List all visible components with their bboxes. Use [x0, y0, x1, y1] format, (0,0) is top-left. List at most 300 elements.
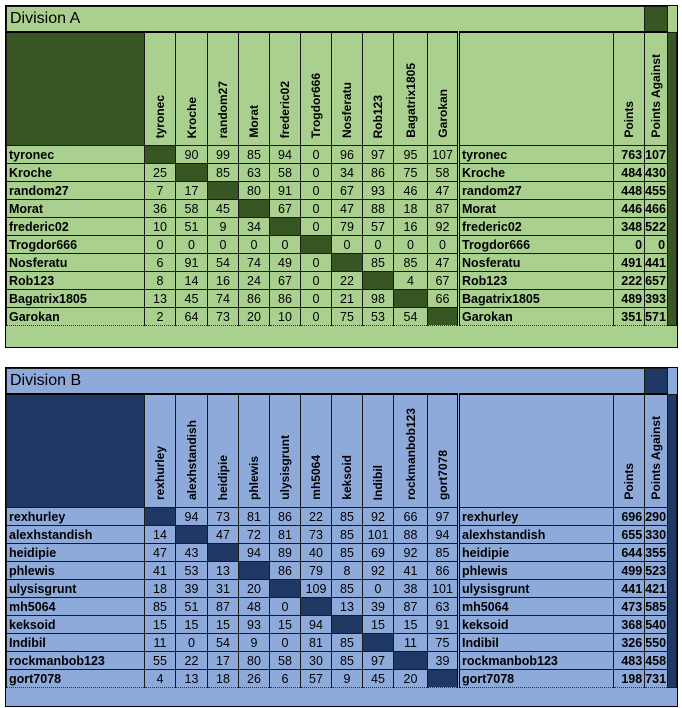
score-cell: 94	[428, 526, 459, 544]
score-cell: 47	[145, 544, 176, 562]
score-cell: 88	[394, 526, 428, 544]
column-header-label: Kroche	[184, 96, 199, 138]
score-cell: 18	[145, 580, 176, 598]
table-row	[7, 200, 677, 218]
separator-column	[668, 394, 677, 688]
score-cell: 39	[428, 652, 459, 670]
score-cell: 92	[428, 218, 459, 236]
score-cell: 22	[301, 508, 332, 526]
score-cell: 8	[145, 272, 176, 290]
score-cell: 79	[332, 218, 363, 236]
points-against-cell: 290	[645, 509, 667, 524]
diagonal-cell	[332, 616, 363, 634]
score-cell: 85	[363, 254, 394, 272]
score-cell: 48	[239, 598, 270, 616]
column-header-label: frederic02	[278, 80, 292, 138]
name-column-header	[459, 394, 614, 508]
row-player-name: random27	[7, 182, 145, 200]
row-player-name-repeat: keksoid	[459, 616, 614, 634]
score-cell: 0	[301, 254, 332, 272]
points-against-cell: 330	[645, 527, 667, 542]
score-cell: 74	[208, 290, 239, 308]
row-player-name: gort7078	[7, 670, 145, 688]
row-player-name-repeat: Nosferatu	[459, 254, 614, 272]
table-row	[7, 308, 677, 326]
column-header	[428, 394, 459, 508]
table-row	[7, 218, 677, 236]
score-cell: 51	[176, 218, 208, 236]
points-cell: 348	[614, 218, 645, 236]
column-header-label: Rob123	[371, 94, 385, 138]
score-cell: 73	[301, 526, 332, 544]
diagonal-cell	[394, 652, 428, 670]
score-cell: 79	[301, 562, 332, 580]
table-row	[7, 508, 677, 526]
score-cell: 88	[363, 200, 394, 218]
score-cell: 99	[208, 146, 239, 164]
division-a-table	[5, 5, 678, 348]
column-header	[239, 32, 270, 146]
diagonal-cell	[332, 254, 363, 272]
score-cell: 101	[363, 526, 394, 544]
score-cell: 0	[270, 236, 301, 254]
column-header-label: keksoid	[340, 455, 354, 500]
score-cell: 85	[332, 508, 363, 526]
points-against-cell: 731	[645, 671, 667, 686]
row-player-name: Trogdor666	[7, 236, 145, 254]
score-cell: 47	[428, 182, 459, 200]
diagonal-cell	[176, 526, 208, 544]
score-cell: 0	[301, 182, 332, 200]
score-cell: 64	[176, 308, 208, 326]
diagonal-cell	[145, 508, 176, 526]
score-cell: 87	[394, 598, 428, 616]
score-cell: 9	[239, 634, 270, 652]
score-cell: 91	[176, 254, 208, 272]
score-cell: 30	[301, 652, 332, 670]
score-cell: 20	[239, 580, 270, 598]
separator-column	[645, 369, 668, 395]
points-against-header	[645, 394, 668, 508]
column-header-label: rexhurley	[153, 445, 167, 500]
column-header-label: gort7078	[435, 449, 450, 500]
points-cell: 489	[614, 290, 645, 308]
score-cell: 13	[208, 562, 239, 580]
row-player-name-repeat: Rob123	[459, 272, 614, 290]
table-row	[7, 634, 677, 652]
score-cell: 40	[301, 544, 332, 562]
score-cell: 22	[332, 272, 363, 290]
score-cell: 16	[394, 218, 428, 236]
score-cell: 73	[208, 508, 239, 526]
score-cell: 45	[176, 290, 208, 308]
column-header	[270, 394, 301, 508]
points-against-cell: 550	[645, 635, 667, 650]
score-cell: 0	[176, 634, 208, 652]
column-header	[394, 32, 428, 146]
points-against-cell: 657	[645, 273, 666, 288]
separator-column	[668, 32, 677, 326]
score-cell: 72	[239, 526, 270, 544]
row-player-name-repeat: heidipie	[459, 544, 614, 562]
score-cell: 45	[208, 200, 239, 218]
score-cell: 67	[270, 272, 301, 290]
score-cell: 54	[208, 254, 239, 272]
column-header	[145, 394, 176, 508]
score-cell: 51	[176, 598, 208, 616]
column-header	[428, 32, 459, 146]
points-cell: 198	[614, 670, 645, 688]
score-cell: 0	[301, 164, 332, 182]
row-player-name-repeat: rockmanbob123	[459, 652, 614, 670]
score-cell: 14	[176, 272, 208, 290]
column-header-label: tyronec	[153, 94, 167, 138]
score-cell: 13	[176, 670, 208, 688]
diagonal-cell	[208, 182, 239, 200]
row-player-name: Morat	[7, 200, 145, 218]
score-cell: 87	[428, 200, 459, 218]
points-cell: 448	[614, 182, 645, 200]
score-cell: 4	[145, 670, 176, 688]
score-cell: 80	[239, 182, 270, 200]
score-cell: 9	[208, 218, 239, 236]
column-header-label: Bagatrix1805	[403, 63, 418, 138]
column-header	[176, 32, 208, 146]
score-cell: 36	[145, 200, 176, 218]
row-player-name: tyronec	[7, 146, 145, 164]
score-cell: 93	[239, 616, 270, 634]
score-cell: 11	[394, 634, 428, 652]
score-cell: 85	[332, 580, 363, 598]
points-against-header	[645, 32, 668, 146]
score-cell: 18	[208, 670, 239, 688]
score-cell: 85	[428, 544, 459, 562]
diagonal-cell	[428, 670, 459, 688]
column-header-label: random27	[216, 80, 230, 138]
points-header	[614, 394, 645, 508]
separator-column	[645, 7, 668, 33]
score-cell: 63	[428, 598, 459, 616]
division-title: Division A	[7, 7, 645, 33]
score-cell: 24	[239, 272, 270, 290]
score-cell: 6	[145, 254, 176, 272]
score-cell: 7	[145, 182, 176, 200]
score-cell: 97	[428, 508, 459, 526]
score-cell: 45	[363, 670, 394, 688]
score-cell: 85	[394, 254, 428, 272]
table-row	[7, 598, 677, 616]
points-cell: 499	[614, 562, 645, 580]
score-cell: 53	[176, 562, 208, 580]
score-cell: 47	[332, 200, 363, 218]
score-cell: 87	[208, 598, 239, 616]
score-cell: 58	[270, 652, 301, 670]
table-row	[7, 182, 677, 200]
column-header-label: rockmanbob123	[403, 407, 418, 500]
column-header-label: Garokan	[435, 89, 450, 138]
score-cell: 0	[270, 634, 301, 652]
table-row	[7, 272, 677, 290]
score-cell: 0	[208, 236, 239, 254]
score-cell: 4	[394, 272, 428, 290]
score-cell: 66	[394, 508, 428, 526]
row-player-name-repeat: alexhstandish	[459, 526, 614, 544]
column-header-label: Indibil	[371, 464, 385, 500]
corner-cell	[7, 394, 145, 508]
score-cell: 22	[176, 652, 208, 670]
score-cell: 81	[301, 634, 332, 652]
score-cell: 15	[270, 616, 301, 634]
division-b-table	[5, 367, 678, 707]
score-cell: 69	[363, 544, 394, 562]
row-player-name: Rob123	[7, 272, 145, 290]
division-title: Division B	[7, 369, 645, 395]
score-cell: 67	[428, 272, 459, 290]
score-cell: 15	[145, 616, 176, 634]
row-player-name-repeat: Bagatrix1805	[459, 290, 614, 308]
points-against-cell: 421	[645, 581, 667, 596]
column-header	[239, 394, 270, 508]
score-cell: 0	[394, 236, 428, 254]
points-against-cell: 393	[645, 291, 666, 306]
table-row	[7, 526, 677, 544]
score-cell: 0	[301, 218, 332, 236]
score-cell: 75	[428, 634, 459, 652]
row-player-name-repeat: Kroche	[459, 164, 614, 182]
score-cell: 57	[363, 218, 394, 236]
score-cell: 74	[239, 254, 270, 272]
score-cell: 0	[301, 308, 332, 326]
score-cell: 92	[394, 544, 428, 562]
score-cell: 90	[176, 146, 208, 164]
score-cell: 13	[145, 290, 176, 308]
diagonal-cell	[363, 634, 394, 652]
points-cell: 222	[614, 272, 645, 290]
points-cell: 696	[614, 508, 645, 526]
score-cell: 86	[270, 562, 301, 580]
score-cell: 8	[332, 562, 363, 580]
table-row	[7, 236, 677, 254]
score-cell: 54	[208, 634, 239, 652]
table-row	[7, 652, 677, 670]
score-cell: 0	[363, 236, 394, 254]
column-header	[270, 32, 301, 146]
score-cell: 91	[428, 616, 459, 634]
score-cell: 95	[394, 146, 428, 164]
score-cell: 94	[176, 508, 208, 526]
column-header	[176, 394, 208, 508]
row-player-name: Bagatrix1805	[7, 290, 145, 308]
points-cell: 368	[614, 616, 645, 634]
score-cell: 14	[145, 526, 176, 544]
score-cell: 81	[270, 526, 301, 544]
score-cell: 86	[428, 562, 459, 580]
column-header-label: mh5064	[309, 455, 323, 500]
score-cell: 38	[394, 580, 428, 598]
row-player-name-repeat: gort7078	[459, 670, 614, 688]
table-row	[7, 544, 677, 562]
score-cell: 9	[332, 670, 363, 688]
score-cell: 94	[270, 146, 301, 164]
column-header-label: alexhstandish	[184, 419, 199, 500]
points-against-cell: 441	[645, 255, 666, 270]
points-against-cell: 458	[645, 653, 667, 668]
score-cell: 98	[363, 290, 394, 308]
score-cell: 10	[270, 308, 301, 326]
score-cell: 2	[145, 308, 176, 326]
column-header-label: ulysisgrunt	[278, 435, 292, 500]
row-player-name-repeat: Trogdor666	[459, 236, 614, 254]
diagonal-cell	[301, 236, 332, 254]
score-cell: 85	[208, 164, 239, 182]
score-cell: 15	[394, 616, 428, 634]
row-player-name: phlewis	[7, 562, 145, 580]
column-header	[394, 394, 428, 508]
points-cell: 763	[614, 146, 645, 164]
score-cell: 34	[239, 218, 270, 236]
points-against-cell: 540	[645, 617, 667, 632]
row-player-name: frederic02	[7, 218, 145, 236]
points-cell: 484	[614, 164, 645, 182]
score-cell: 6	[270, 670, 301, 688]
diagonal-cell	[428, 308, 459, 326]
score-cell: 93	[363, 182, 394, 200]
row-player-name-repeat: tyronec	[459, 146, 614, 164]
column-header-label: Nosferatu	[340, 81, 354, 138]
points-cell: 0	[614, 236, 645, 254]
score-cell: 58	[270, 164, 301, 182]
score-cell: 85	[332, 544, 363, 562]
name-column-header	[459, 32, 614, 146]
score-cell: 86	[270, 508, 301, 526]
score-cell: 13	[332, 598, 363, 616]
score-cell: 92	[363, 508, 394, 526]
row-player-name: alexhstandish	[7, 526, 145, 544]
score-cell: 39	[363, 598, 394, 616]
column-header-label: Morat	[247, 105, 261, 138]
score-cell: 57	[301, 670, 332, 688]
row-player-name-repeat: Morat	[459, 200, 614, 218]
column-header	[363, 394, 394, 508]
diagonal-cell	[208, 544, 239, 562]
score-cell: 86	[270, 290, 301, 308]
score-cell: 97	[363, 146, 394, 164]
score-cell: 89	[270, 544, 301, 562]
score-cell: 101	[428, 580, 459, 598]
score-cell: 86	[239, 290, 270, 308]
table-row	[7, 290, 677, 308]
score-cell: 0	[301, 146, 332, 164]
points-cell: 351	[614, 308, 645, 326]
row-player-name: keksoid	[7, 616, 145, 634]
row-player-name: Garokan	[7, 308, 145, 326]
score-cell: 67	[332, 182, 363, 200]
diagonal-cell	[239, 200, 270, 218]
score-cell: 63	[239, 164, 270, 182]
column-header	[332, 394, 363, 508]
points-cell: 655	[614, 526, 645, 544]
score-cell: 16	[208, 272, 239, 290]
score-cell: 49	[270, 254, 301, 272]
score-cell: 41	[394, 562, 428, 580]
score-cell: 85	[239, 146, 270, 164]
score-cell: 92	[363, 562, 394, 580]
points-against-cell: 430	[645, 165, 666, 180]
points-cell: 326	[614, 634, 645, 652]
column-header	[208, 394, 239, 508]
row-player-name-repeat: phlewis	[459, 562, 614, 580]
points-cell: 644	[614, 544, 645, 562]
diagonal-cell	[176, 164, 208, 182]
points-cell: 441	[614, 580, 645, 598]
score-cell: 41	[145, 562, 176, 580]
score-cell: 85	[332, 526, 363, 544]
score-cell: 55	[145, 652, 176, 670]
score-cell: 86	[363, 164, 394, 182]
row-player-name-repeat: random27	[459, 182, 614, 200]
points-against-cell: 571	[645, 309, 666, 324]
column-header	[332, 32, 363, 146]
score-cell: 73	[208, 308, 239, 326]
score-cell: 10	[145, 218, 176, 236]
score-cell: 17	[176, 182, 208, 200]
points-against-cell: 523	[645, 563, 667, 578]
points-against-cell: 455	[645, 183, 666, 198]
points-header-label: Points	[622, 101, 637, 138]
score-cell: 31	[208, 580, 239, 598]
points-against-cell: 585	[645, 599, 667, 614]
row-player-name-repeat: ulysisgrunt	[459, 580, 614, 598]
score-cell: 26	[239, 670, 270, 688]
score-cell: 47	[428, 254, 459, 272]
score-cell: 0	[176, 236, 208, 254]
points-header	[614, 32, 645, 146]
row-player-name: ulysisgrunt	[7, 580, 145, 598]
score-cell: 0	[363, 580, 394, 598]
column-header	[145, 32, 176, 146]
diagonal-cell	[270, 580, 301, 598]
column-header	[363, 32, 394, 146]
score-cell: 58	[176, 200, 208, 218]
score-cell: 15	[208, 616, 239, 634]
score-cell: 91	[270, 182, 301, 200]
table-row	[7, 254, 677, 272]
score-cell: 94	[301, 616, 332, 634]
row-player-name: Kroche	[7, 164, 145, 182]
table-row	[7, 146, 677, 164]
score-cell: 109	[301, 580, 332, 598]
row-player-name-repeat: Indibil	[459, 634, 614, 652]
diagonal-cell	[394, 290, 428, 308]
points-against-header-label: Points Against	[649, 416, 664, 500]
score-cell: 17	[208, 652, 239, 670]
points-against-cell: 466	[645, 201, 666, 216]
score-cell: 0	[270, 598, 301, 616]
points-against-header-label: Points Against	[649, 54, 664, 138]
diagonal-cell	[145, 146, 176, 164]
points-cell: 483	[614, 652, 645, 670]
column-header	[208, 32, 239, 146]
column-header	[301, 394, 332, 508]
score-cell: 107	[428, 146, 459, 164]
points-against-cell: 355	[645, 545, 667, 560]
score-cell: 85	[332, 652, 363, 670]
corner-cell	[7, 32, 145, 146]
row-player-name: Nosferatu	[7, 254, 145, 272]
row-player-name: rockmanbob123	[7, 652, 145, 670]
score-cell: 54	[394, 308, 428, 326]
score-cell: 53	[363, 308, 394, 326]
